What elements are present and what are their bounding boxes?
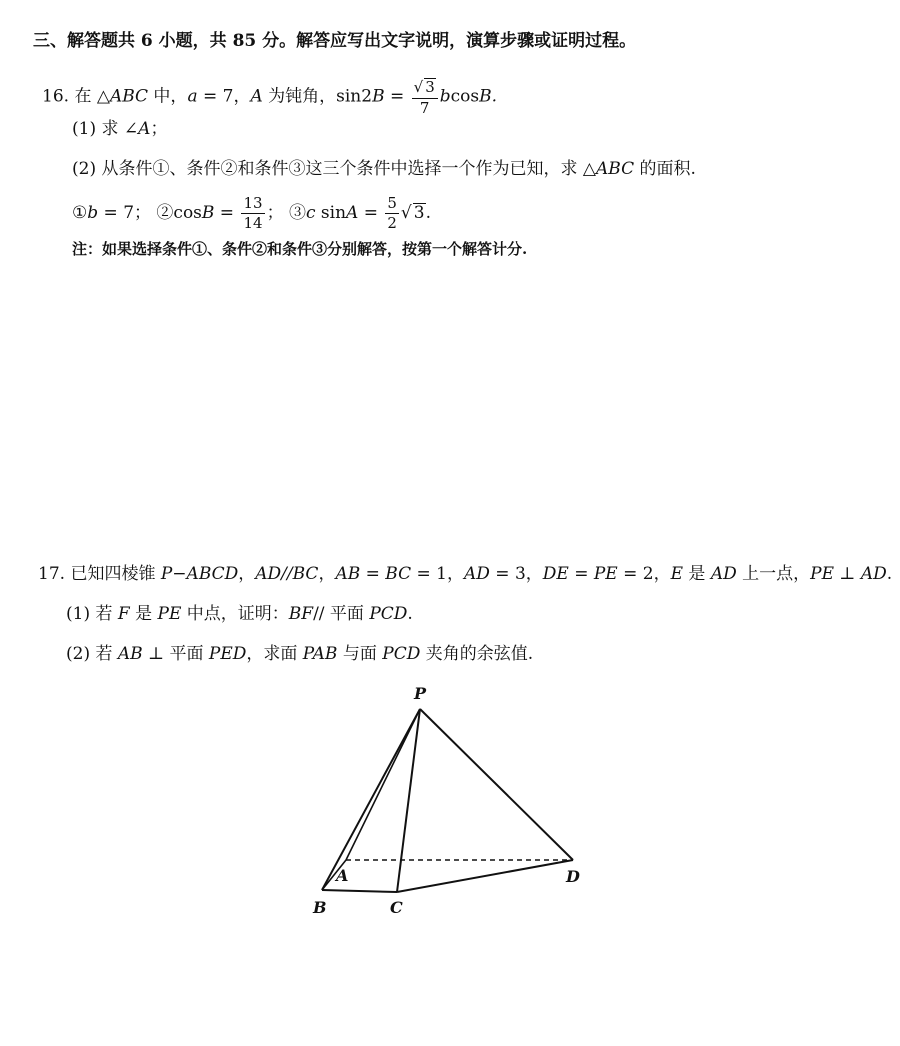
- q17-part2-PED: PED: [208, 644, 247, 664]
- q16-eq: =: [384, 86, 410, 107]
- q16-part2-text: 从条件①、条件②和条件③这三个条件中选择一个作为已知，求 △: [101, 159, 596, 179]
- cond1-var: b: [87, 203, 99, 223]
- q17-part1-c: 中点，证明：: [181, 604, 289, 624]
- q16-part1-end: ；: [150, 119, 168, 139]
- label-C: C: [390, 898, 403, 917]
- q17-part1-PE: PE: [157, 604, 182, 624]
- q17-text-8: 上一点，: [736, 564, 811, 584]
- q17-part2-label: (2): [66, 644, 91, 664]
- cond2-eq: =: [214, 203, 240, 223]
- edge-BC: [322, 890, 397, 892]
- q16-var-a: a: [187, 86, 198, 107]
- label-P: P: [414, 684, 427, 703]
- q17-part1-d: // 平面: [313, 604, 370, 624]
- cond3-num: 5: [387, 194, 397, 212]
- label-A: A: [336, 866, 349, 885]
- q16-text-3: = 7，: [197, 86, 251, 107]
- q16-part1-text: 求 ∠: [101, 119, 139, 139]
- cond2-mark: ②cos: [156, 203, 202, 223]
- q17-part2-a: 若: [95, 644, 118, 664]
- q16-note: 注：如果选择条件①、条件②和条件③分别解答，按第一个解答计分.: [72, 240, 528, 258]
- q16-part1-label: (1): [72, 119, 97, 139]
- q16-part2-end: 的面积.: [634, 159, 696, 179]
- cond2-sep: ；: [266, 203, 284, 223]
- cond1-val: = 7；: [98, 203, 152, 223]
- cond2-var: B: [201, 203, 215, 223]
- q17-part2-AB: AB: [117, 644, 143, 664]
- q16-number: 16.: [42, 86, 70, 107]
- q17-part1-end: .: [407, 604, 413, 624]
- cond2-num: 13: [243, 194, 263, 212]
- cond3-sin: sin: [315, 203, 347, 223]
- cond3-A: A: [346, 203, 359, 223]
- q17-part2-d: 与面: [337, 644, 383, 664]
- cond3-eq: =: [358, 203, 384, 223]
- q16-cos: cos: [450, 86, 480, 107]
- q17-pyramid: P−ABCD: [160, 564, 239, 584]
- q17-text-2: ，: [238, 564, 256, 584]
- q16-part1-var: A: [138, 119, 151, 139]
- label-B: B: [313, 898, 327, 917]
- q17-number: 17.: [38, 564, 66, 584]
- cond3-end: .: [425, 203, 431, 223]
- q16-text-1: 在 △: [74, 86, 110, 107]
- q17-text-1: 已知四棱锥: [70, 564, 161, 584]
- q17-part2-end: 夹角的余弦值.: [420, 644, 534, 664]
- q17-part1-PCD: PCD: [369, 604, 408, 624]
- q16-sin: sin2: [336, 86, 373, 107]
- edge-PD: [420, 709, 573, 860]
- q16-var-B: B: [372, 86, 385, 107]
- edge-PC: [397, 709, 420, 892]
- q17-end: .: [886, 564, 893, 584]
- q16-triangle-abc: ABC: [109, 86, 149, 107]
- q17-part1-BF: BF: [288, 604, 314, 624]
- q17-abbc: AB = BC: [335, 564, 412, 584]
- q17-part2-PAB: PAB: [302, 644, 338, 664]
- section-heading: 三、解答题共 6 小题，共 85 分。解答应写出文字说明，演算步骤或证明过程。: [33, 31, 637, 51]
- q16-frac-den: 7: [419, 98, 430, 117]
- q17-depe: DE = PE: [542, 564, 618, 584]
- q16-part2-label: (2): [72, 159, 97, 179]
- q16-text-2: 中，: [148, 86, 188, 107]
- q17-text-4: = 1，: [411, 564, 464, 584]
- edge-PA: [346, 709, 420, 860]
- q17-part1-F: F: [117, 604, 130, 624]
- edge-CD: [397, 860, 573, 892]
- q17-part2-c: ，求面: [246, 644, 303, 664]
- q17-part2-PCD: PCD: [382, 644, 421, 664]
- q16-var-A: A: [250, 86, 263, 107]
- q17-part1-label: (1): [66, 604, 91, 624]
- q16-end: B.: [479, 86, 498, 107]
- q17-text-5: = 3，: [489, 564, 543, 584]
- cond1-mark: ①: [72, 203, 88, 223]
- q16-sqrt-sign: √: [413, 78, 424, 96]
- edge-PB: [322, 709, 420, 890]
- q16-text-4: 为钝角，: [262, 86, 337, 107]
- q17-part1-a: 若: [95, 604, 118, 624]
- q17-pe: PE: [810, 564, 835, 584]
- q17-text-6: = 2，: [617, 564, 671, 584]
- q16-part2-var: ABC: [595, 159, 635, 179]
- q17-E: E: [670, 564, 684, 584]
- q17-part1-b: 是: [129, 604, 158, 624]
- q17-parallel: AD//BC: [255, 564, 319, 584]
- q16-sqrt-rad: 3: [425, 78, 435, 96]
- cond3-sqrt-sign: √: [400, 203, 412, 223]
- q17-ad3: AD: [860, 564, 887, 584]
- q17-part2-b: ⊥ 平面: [142, 644, 209, 664]
- cond3-mark: ③: [288, 203, 306, 223]
- cond3-var: c: [305, 203, 316, 223]
- label-D: D: [566, 867, 580, 886]
- q17-ad2: AD: [710, 564, 737, 584]
- cond2-den: 14: [243, 214, 263, 232]
- q17-ad: AD: [463, 564, 490, 584]
- cond3-sqrt-rad: 3: [413, 203, 425, 223]
- q17-text-3: ，: [318, 564, 336, 584]
- q16-var-b: b: [439, 86, 451, 107]
- q17-perp: ⊥: [834, 564, 861, 584]
- q17-text-7: 是: [683, 564, 711, 584]
- cond3-den: 2: [387, 214, 397, 232]
